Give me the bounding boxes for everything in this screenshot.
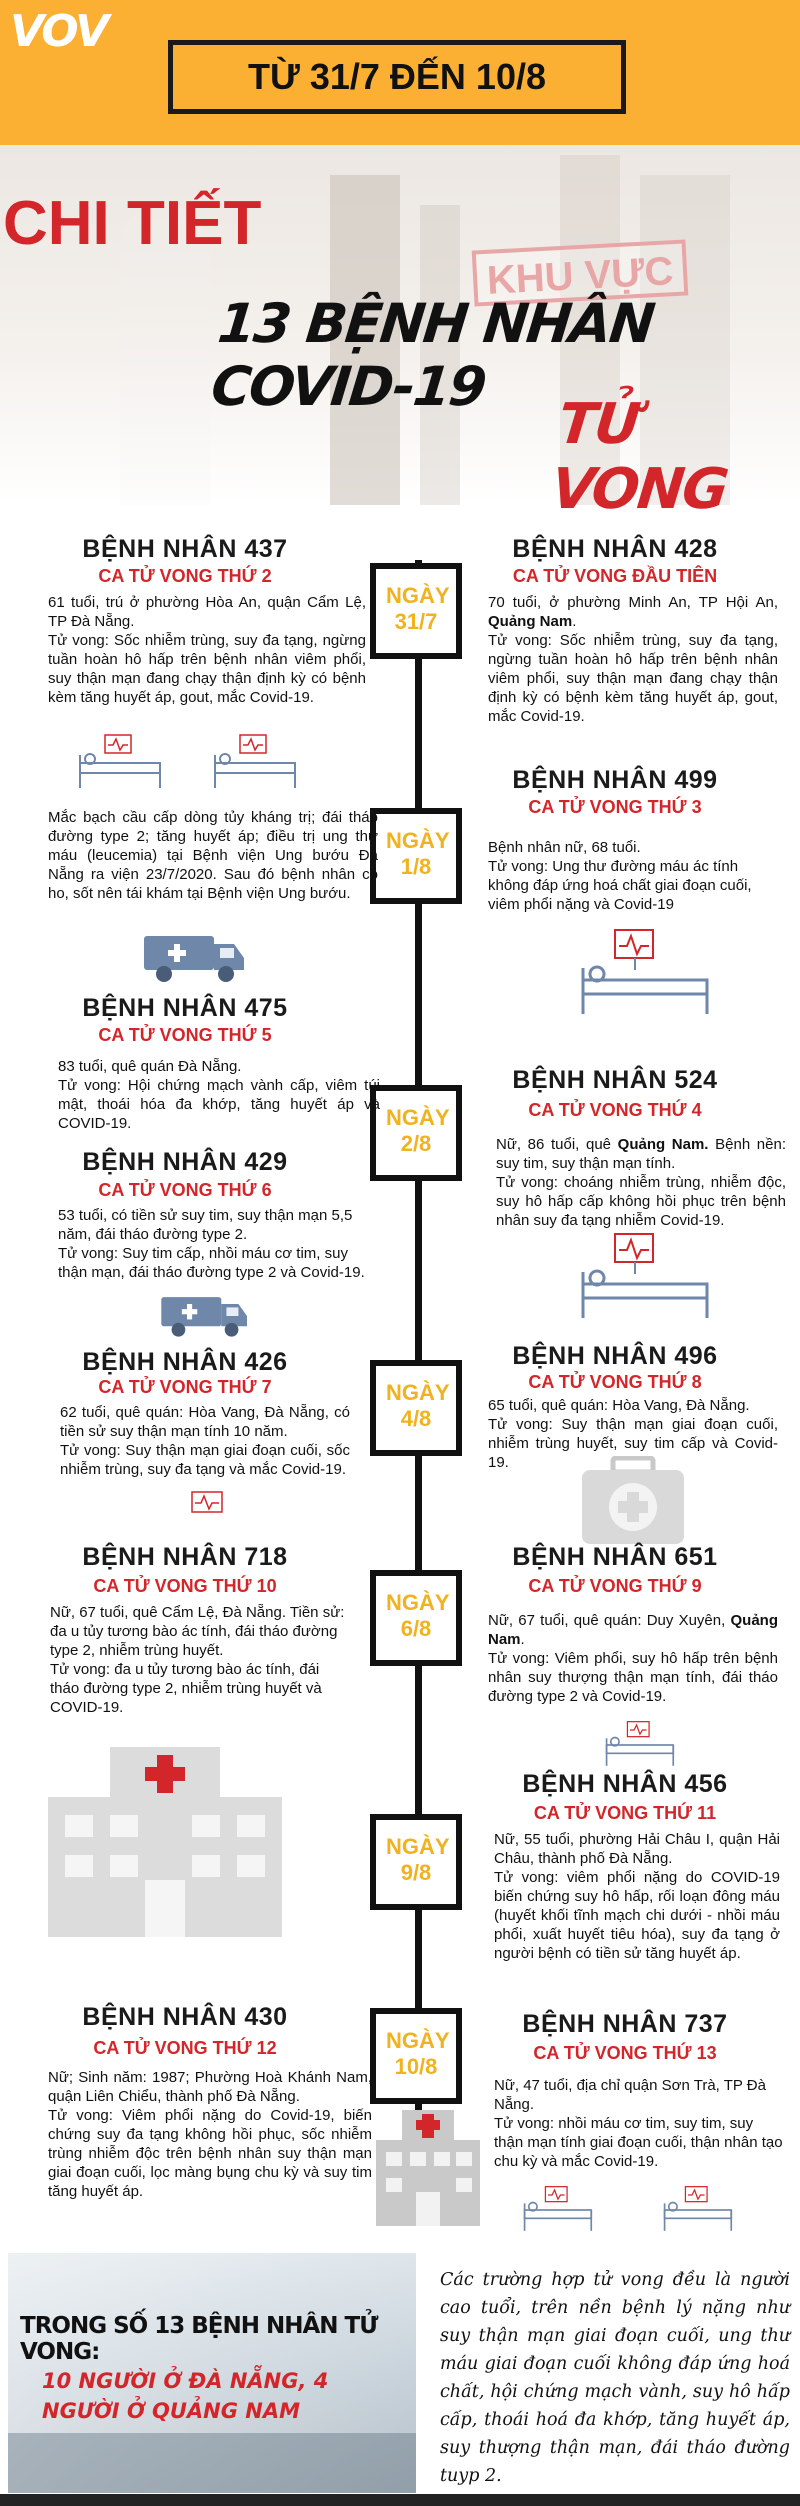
patient-456-order: CA TỬ VONG THỨ 11 <box>533 1803 717 1823</box>
patient-499-desc2: Tử vong: Ung thư đường máu ác tính không đáp ứng hoá chất giai đoạn cuối, viêm phổi nặng và Covid-19 <box>488 858 752 913</box>
patient-437-order: CA TỬ VONG THỨ 2 <box>98 566 272 586</box>
patient-428-province: Quảng Nam <box>488 613 573 630</box>
zone-stamp: KHU VỰC <box>472 239 689 306</box>
patient-524-desc1: Nữ, 86 tuổi, quê <box>496 1136 612 1153</box>
patient-524-history: Bệnh nền: suy tim, suy thận mạn tính. <box>496 1136 786 1172</box>
patient-456-desc2: Tử vong: viêm phổi nặng do COVID-19 biến chứng suy hô hấp, rối loạn đông máu (huyết khối tĩnh mạch chi dưới - nhồi máu phổi, xuất huyết tiêu hóa), suy đa tạng ở người bệnh có tiền sử tăng huyết áp. <box>494 1869 780 1962</box>
patient-430-description <box>48 2068 372 2201</box>
patient-718-desc1: Nữ, 67 tuổi, quê Cẩm Lệ, Đà Nẵng. Tiền sử: đa u tủy tương bào ác tính, đái tháo đường type 2, nhiễm trùng huyết. <box>50 1604 345 1659</box>
day-box-10-8 <box>370 2008 462 2104</box>
patient-426-name: BỆNH NHÂN 426 <box>82 1348 288 1376</box>
patient-499-name: BỆNH NHÂN 499 <box>512 766 718 794</box>
hospital-building-icon <box>40 1745 290 1940</box>
day-label: NGÀY 2/8 <box>386 1105 450 1156</box>
patient-437-description <box>48 593 366 707</box>
patient-430-desc2: Tử vong: Viêm phổi nặng do Covid-19, biến chứng suy đa tạng không hồi phục, sốc nhiễm trùng nhiễm độc trên bệnh nhân suy thận mạn giai đoạn cuối, lọc màng bụng chu kỳ và suy tim tăng huyết áp. <box>48 2107 372 2200</box>
date-range-box: TỪ 31/7 ĐẾN 10/8 <box>168 40 626 114</box>
first-aid-kit-icon <box>578 1456 688 1548</box>
patient-496-desc1: 65 tuổi, quê quán: Hòa Vang, Đà Nẵng. <box>488 1397 750 1414</box>
patient-737-name: BỆNH NHÂN 737 <box>522 2010 728 2038</box>
patient-429-desc2: Tử vong: Suy tim cấp, nhồi máu cơ tim, suy thận mạn, đái tháo đường type 2 và Covid-19. <box>58 1245 365 1281</box>
patient-737-description <box>494 2076 784 2171</box>
day-label: NGÀY 10/8 <box>386 2028 450 2079</box>
patient-437-desc1: 61 tuổi, trú ở phường Hòa An, quận Cẩm Lệ, TP Đà Nẵng. <box>48 594 366 630</box>
footer-bar <box>0 2494 800 2506</box>
day-box-2-8 <box>370 1085 462 1181</box>
patient-499-desc1: Bệnh nhân nữ, 68 tuổi. <box>488 839 641 856</box>
patient-428-order: CA TỬ VONG ĐẦU TIÊN <box>512 566 718 586</box>
ambulance-icon <box>140 930 250 986</box>
patient-430-desc1: Nữ; Sinh năm: 1987; Phường Hoà Khánh Nam, quận Liên Chiểu, thành phố Đà Nẵng. <box>48 2069 372 2105</box>
hospital-bed-icon <box>520 2185 600 2235</box>
patient-499-description <box>488 838 778 914</box>
patient-524-description <box>496 1135 786 1230</box>
patient-426-desc1: 62 tuổi, quê quán: Hòa Vang, Đà Nẵng, có tiền sử suy thận mạn tính 10 năm. <box>60 1404 350 1440</box>
patient-428-name: BỆNH NHÂN 428 <box>512 535 718 563</box>
patient-524-province: Quảng Nam. <box>617 1136 709 1153</box>
patient-524-order: CA TỬ VONG THỨ 4 <box>528 1100 702 1120</box>
day-box-9-8 <box>370 1814 462 1910</box>
patient-430-order: CA TỬ VONG THỨ 12 <box>93 2038 277 2058</box>
patient-718-description <box>50 1603 350 1717</box>
summary-locations: 10 NGƯỜI Ở ĐÀ NẴNG, 4 NGƯỜI Ở QUẢNG NAM <box>42 2369 329 2423</box>
day-box-4-8 <box>370 1360 462 1456</box>
hospital-building-icon <box>372 2108 484 2228</box>
hospital-bed-icon <box>602 1720 682 1770</box>
patient-737-order: CA TỬ VONG THỨ 13 <box>533 2043 717 2063</box>
patient-651-name: BỆNH NHÂN 651 <box>512 1543 718 1571</box>
patient-426-order: CA TỬ VONG THỨ 7 <box>98 1377 272 1397</box>
patient-499-history: Mắc bạch cầu cấp dòng tủy kháng trị; đái tháo đường type 2; tăng huyết áp; điều trị ung thư máu (leucemia) tại Bệnh viện Ung bướu Đà Nẵng ra viện 23/7/2020. Sau đó bệnh nhân có ho, sốt nên tái khám tại Bệnh viện Ung bướu. <box>48 809 378 902</box>
hospital-bed-icon <box>210 733 305 793</box>
patient-496-order: CA TỬ VONG THỨ 8 <box>528 1372 702 1392</box>
patient-475-name: BỆNH NHÂN 475 <box>82 994 288 1022</box>
patient-456-name: BỆNH NHÂN 456 <box>522 1770 728 1798</box>
patient-524-name: BỆNH NHÂN 524 <box>512 1066 718 1094</box>
vov-logo: VOV <box>10 6 108 57</box>
day-box-6-8 <box>370 1570 462 1666</box>
title-chi-tiet: CHI TIẾT <box>3 189 262 258</box>
patient-437-desc2: Tử vong: Sốc nhiễm trùng, suy đa tạng, ngừng tuần hoàn hô hấp trên bệnh nhân viêm phổi, suy thận mạn đang chạy thận định kỳ có bệnh kèm tăng huyết áp, gout, mắc Covid-19. <box>48 632 366 706</box>
patient-651-order: CA TỬ VONG THỨ 9 <box>528 1576 702 1596</box>
hospital-bed-icon <box>575 928 715 1018</box>
patient-524-desc2: Tử vong: choáng nhiễm trùng, nhiễm độc, suy hô hấp cấp không hồi phục trên bệnh nhân suy đa tạng nhiễm Covid-19. <box>496 1174 786 1229</box>
patient-499-order: CA TỬ VONG THỨ 3 <box>528 797 702 817</box>
day-label: NGÀY 31/7 <box>386 583 450 634</box>
day-label: NGÀY 9/8 <box>386 1834 450 1885</box>
patient-737-desc1: Nữ, 47 tuổi, địa chỉ quận Sơn Trà, TP Đà Nẵng. <box>494 2077 766 2113</box>
patient-737-desc2: Tử vong: nhồi máu cơ tim, suy tim, suy thận mạn tính giai đoạn cuối, thận nhân tạo chu kỳ và mắc Covid-19. <box>494 2115 783 2170</box>
patient-496-name: BỆNH NHÂN 496 <box>512 1342 718 1370</box>
summary-title: TRONG SỐ 13 BỆNH NHÂN TỬ VONG: <box>20 2313 378 2365</box>
patient-718-desc2: Tử vong: đa u tủy tương bào ác tính, đái tháo đường type 2, nhiễm trùng huyết và COVID-19. <box>50 1661 322 1716</box>
hospital-bed-icon <box>660 2185 740 2235</box>
patient-475-desc2: Tử vong: Hội chứng mạch vành cấp, viêm túi mật, thoái hóa đa khớp, tăng huyết áp và COVID-19. <box>58 1077 380 1132</box>
title-tu-vong: TỬ VONG <box>548 392 730 522</box>
hospital-bed-icon <box>575 1232 715 1322</box>
hospital-bed-icon <box>75 733 170 793</box>
patient-428-desc1: 70 tuổi, ở phường Minh An, TP Hội An, <box>488 594 778 611</box>
day-label: NGÀY 6/8 <box>386 1590 450 1641</box>
patient-475-order: CA TỬ VONG THỨ 5 <box>98 1025 272 1045</box>
ambulance-icon <box>155 1292 255 1340</box>
day-box-1-8 <box>370 808 462 904</box>
patient-475-description <box>58 1057 380 1133</box>
summary-note: Các trường hợp tử vong đều là người cao tuổi, trên nền bệnh lý nặng như suy thận mạn giai đoạn cuối, ung thư máu giai đoạn cuối không đáp ứng hoá chất, hội chứng mạch vành, suy hô hấp cấp, thoái hoá đa khớp, tăng huyết áp, suy thượng thận mạn, đái tháo đường tuyp 2. <box>440 2270 790 2486</box>
patient-651-desc1: Nữ, 67 tuổi, quê quán: Duy Xuyên, <box>488 1612 726 1629</box>
patient-718-order: CA TỬ VONG THỨ 10 <box>93 1576 277 1596</box>
day-label: NGÀY 4/8 <box>386 1380 450 1431</box>
day-box-31-7 <box>370 563 462 659</box>
patient-428-desc2: Tử vong: Sốc nhiễm trùng, suy đa tạng, ngừng tuần hoàn hô hấp trên bệnh nhân viêm phổi, suy thận mạn đang chạy thận định kỳ có bệnh kèm tăng huyết áp, gout, mắc Covid-19. <box>488 632 778 725</box>
patient-651-desc2: Tử vong: Viêm phổi, suy hô hấp trên bệnh nhân suy thượng thận mạn tính, đái tháo đường type 2 và Covid-19. <box>488 1650 778 1705</box>
patient-429-name: BỆNH NHÂN 429 <box>82 1148 288 1176</box>
patient-437-name: BỆNH NHÂN 437 <box>82 535 288 563</box>
patient-429-desc1: 53 tuổi, có tiền sử suy tim, suy thận mạn 5,5 năm, đái tháo đường type 2. <box>58 1207 353 1243</box>
patient-430-name: BỆNH NHÂN 430 <box>82 2003 288 2031</box>
patient-429-description <box>58 1206 380 1282</box>
patient-718-name: BỆNH NHÂN 718 <box>82 1543 288 1571</box>
patient-456-description <box>494 1830 780 1963</box>
patient-426-description <box>60 1403 350 1479</box>
patient-496-desc2: Tử vong: Suy thận mạn giai đoạn cuối, nhiễm trùng huyết, suy tim cấp và Covid-19. <box>488 1416 778 1471</box>
patient-429-order: CA TỬ VONG THỨ 6 <box>98 1180 272 1200</box>
patient-475-desc1: 83 tuổi, quê quán Đà Nẵng. <box>58 1058 242 1075</box>
patient-428-description: 70 tuổi, ở phường Minh An, TP Hội An, Quảng Nam. Tử vong: Sốc nhiễm trùng, suy đa tạng, ngừng tuần hoàn hô hấp trên bệnh nhân viêm phổi, suy thận mạn đang chạy thận định kỳ có bệnh kèm tăng huyết áp, gout, mắc Covid-19. <box>488 594 778 725</box>
title-main: 13 BỆNH NHÂN COVID-19 <box>208 292 657 418</box>
heart-monitor-icon <box>190 1490 230 1518</box>
patient-426-desc2: Tử vong: Suy thận mạn giai đoạn cuối, sốc nhiễm trùng, suy đa tạng và mắc Covid-19. <box>60 1442 350 1478</box>
patient-651-province: Quảng Nam <box>488 1612 778 1648</box>
patient-651-description: Nữ, 67 tuổi, quê quán: Duy Xuyên, Quảng Nam. Tử vong: Viêm phổi, suy hô hấp trên bệnh nhân suy thượng thận mạn tính, đái tháo đường type 2 và Covid-19. <box>488 1612 778 1705</box>
day-label: NGÀY 1/8 <box>386 828 450 879</box>
patient-456-desc1: Nữ, 55 tuổi, phường Hải Châu I, quận Hải Châu, thành phố Đà Nẵng. <box>494 1831 780 1867</box>
